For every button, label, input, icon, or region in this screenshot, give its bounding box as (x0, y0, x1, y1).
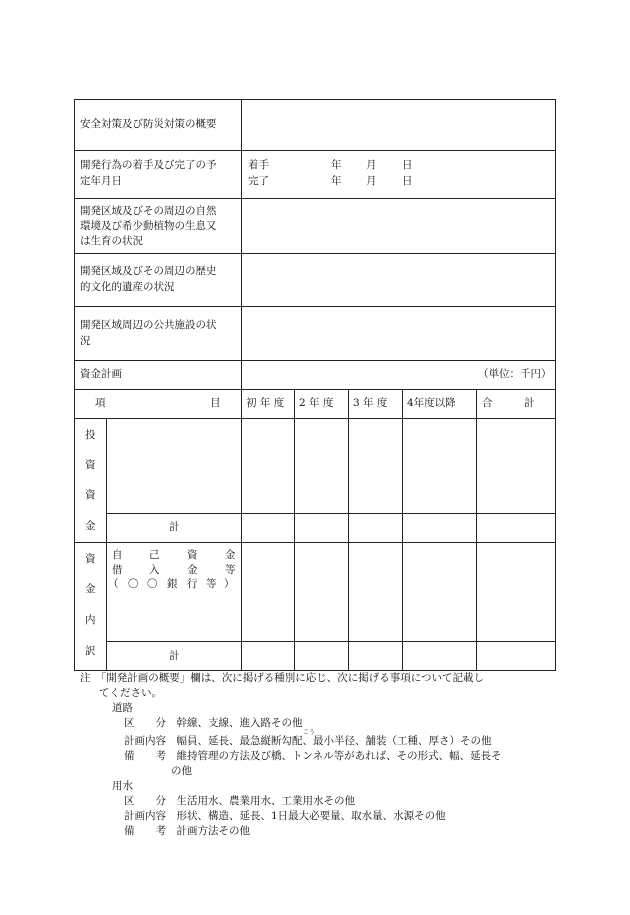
invest-label-char: 投 (85, 429, 96, 441)
rule (74, 542, 556, 543)
bank-char: （ (108, 578, 119, 590)
water-class: 区 分 生活用水、農業用水、工業用水その他 (124, 795, 355, 807)
loans-char: 金 (187, 564, 198, 576)
invest-label-char: 資 (85, 489, 96, 501)
note-lead: 注 「開発計画の概要」欄は、次に掲げる種別に応じ、次に掲げる事項について記載し (80, 672, 485, 684)
rule (402, 389, 403, 671)
rule (106, 513, 556, 514)
rule (348, 389, 349, 671)
own-funds-char: 金 (225, 549, 236, 561)
label-nature-line3: は生育の状況 (80, 235, 143, 247)
label-public-line1: 開発区域周辺の公共施設の状 (80, 319, 217, 331)
rule (294, 389, 295, 671)
bank-char: 等 (206, 578, 217, 590)
end-year: 年 (331, 175, 342, 187)
road-title: 道路 (112, 702, 133, 714)
bank-char: ） (224, 578, 235, 590)
water-plan: 計画内容 形状、構造、延長、1日最大必要量、取水量、水源その他 (124, 810, 446, 822)
water-title: 用水 (112, 780, 133, 792)
water-remark: 備 考 計画方法その他 (124, 825, 250, 837)
unit-label: （単位：千円） (478, 368, 552, 380)
bank-char: 〇 (128, 578, 139, 590)
loans-char: 等 (225, 564, 236, 576)
start-month: 月 (366, 159, 377, 171)
own-funds-char: 自 (112, 549, 123, 561)
bank-char: 銀 (167, 578, 178, 590)
note-lead-cont: てください。 (99, 687, 162, 699)
invest-label-char: 金 (85, 520, 96, 532)
rule (106, 418, 107, 671)
road-class: 区 分 幹線、支線、進入路その他 (124, 717, 303, 729)
rule (74, 389, 556, 390)
breakdown-label-char: 訳 (85, 645, 96, 657)
end-day: 日 (402, 175, 413, 187)
road-remark: 備 考 維持管理の方法及び橋、トンネル等があれば、その形式、幅、延長そ (124, 750, 502, 762)
loans-char: 入 (149, 564, 160, 576)
label-heritage-line1: 開発区域及びその周辺の歴史 (80, 265, 217, 277)
rule (74, 253, 556, 254)
label-heritage-line2: 的文化的遺産の状況 (80, 281, 175, 293)
end-month: 月 (366, 175, 377, 187)
rule (74, 99, 75, 671)
column-header: 4年度以降 (407, 397, 456, 409)
start-label: 着手 (248, 159, 269, 171)
label-schedule-line2: 定年月日 (80, 175, 122, 187)
label-nature-line2: 環境及び希少動植物の生息又 (80, 220, 217, 232)
label-public-line2: 況 (80, 335, 91, 347)
rule (74, 99, 556, 100)
rule (74, 150, 556, 151)
rule (74, 418, 556, 419)
header-item-1: 項 (95, 397, 106, 409)
rule (555, 99, 556, 671)
bank-char: 〇 (147, 578, 158, 590)
breakdown-label-char: 資 (85, 553, 96, 565)
rule (106, 641, 556, 642)
start-year: 年 (331, 159, 342, 171)
rule (74, 360, 556, 361)
road-remark-cont: の他 (171, 765, 192, 777)
bank-char: 行 (187, 578, 198, 590)
invest-label-char: 資 (85, 459, 96, 471)
end-label: 完了 (248, 175, 269, 187)
loans-char: 借 (112, 564, 123, 576)
ruby-kou: こう (303, 729, 316, 736)
breakdown-label-char: 内 (85, 614, 96, 626)
rule (476, 389, 477, 671)
breakdown-label-char: 金 (85, 583, 96, 595)
own-funds-char: 資 (187, 549, 198, 561)
header-item-2: 目 (210, 397, 221, 409)
breakdown-subtotal: 計 (169, 650, 180, 662)
column-header: 2 年 度 (299, 397, 334, 409)
start-day: 日 (402, 159, 413, 171)
rule (74, 198, 556, 199)
label-nature-line1: 開発区域及びその周辺の自然 (80, 205, 217, 217)
own-funds-char: 己 (149, 549, 160, 561)
label-safety: 安全対策及び防災対策の概要 (80, 118, 217, 130)
rule (241, 99, 242, 671)
road-plan: 計画内容 幅員、延長、最急縦断勾配、最小半径、舗装（工種、厚さ）その他 (124, 735, 492, 747)
invest-subtotal: 計 (169, 521, 180, 533)
column-header: 初 年 度 (246, 397, 285, 409)
fund-plan-title: 資金計画 (80, 368, 122, 380)
rule (74, 306, 556, 307)
column-header: 3 年 度 (353, 397, 388, 409)
column-header: 合 計 (482, 397, 535, 409)
label-schedule-line1: 開発行為の着手及び完了の予 (80, 159, 217, 171)
